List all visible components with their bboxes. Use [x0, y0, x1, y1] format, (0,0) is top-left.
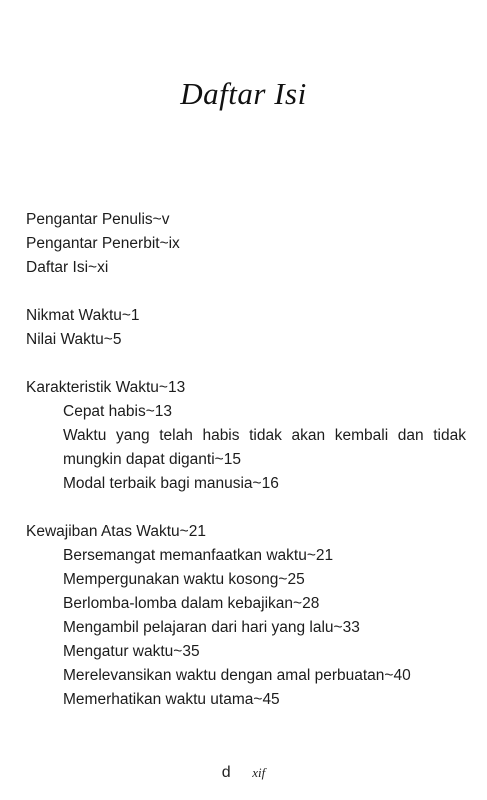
toc-subentry: Mengambil pelajaran dari hari yang lalu~33: [63, 619, 360, 636]
toc-subentry: Waktu yang telah habis tidak akan kembali dan tidak: [63, 427, 466, 444]
toc-subentry: Mengatur waktu~35: [63, 643, 200, 660]
publisher-logo: d: [221, 764, 231, 781]
page-footer: [0, 764, 487, 782]
toc-subentry-continuation: mungkin dapat diganti~15: [63, 451, 241, 468]
toc-chapter-heading: Kewajiban Atas Waktu~21: [26, 523, 206, 540]
toc-entry: Nikmat Waktu~1: [26, 307, 140, 324]
page-title: Daftar Isi: [180, 76, 307, 111]
toc-entry: Daftar Isi~xi: [26, 259, 109, 276]
toc-entry: Pengantar Penerbit~ix: [26, 235, 180, 252]
toc-entry: Nilai Waktu~5: [26, 331, 122, 348]
toc-subentry: Modal terbaik bagi manusia~16: [63, 475, 279, 492]
toc-subentry: Berlomba-lomba dalam kebajikan~28: [63, 595, 320, 612]
toc-entry: Pengantar Penulis~v: [26, 211, 170, 228]
toc-group-kewajiban: [26, 520, 466, 712]
toc-subentry: Cepat habis~13: [63, 403, 173, 420]
table-of-contents: [26, 208, 466, 712]
page-number: xif: [252, 765, 266, 780]
toc-subentry: Merelevansikan waktu dengan amal perbuatan~40: [63, 667, 411, 684]
toc-group-karakteristik: [26, 376, 466, 496]
toc-subentry: Bersemangat memanfaatkan waktu~21: [63, 547, 334, 564]
toc-subentry: Memerhatikan waktu utama~45: [63, 691, 280, 708]
toc-chapter-heading: Karakteristik Waktu~13: [26, 379, 186, 396]
toc-group-front-matter: [26, 208, 466, 280]
toc-subentry: Mempergunakan waktu kosong~25: [63, 571, 305, 588]
toc-group-intro: [26, 304, 466, 352]
